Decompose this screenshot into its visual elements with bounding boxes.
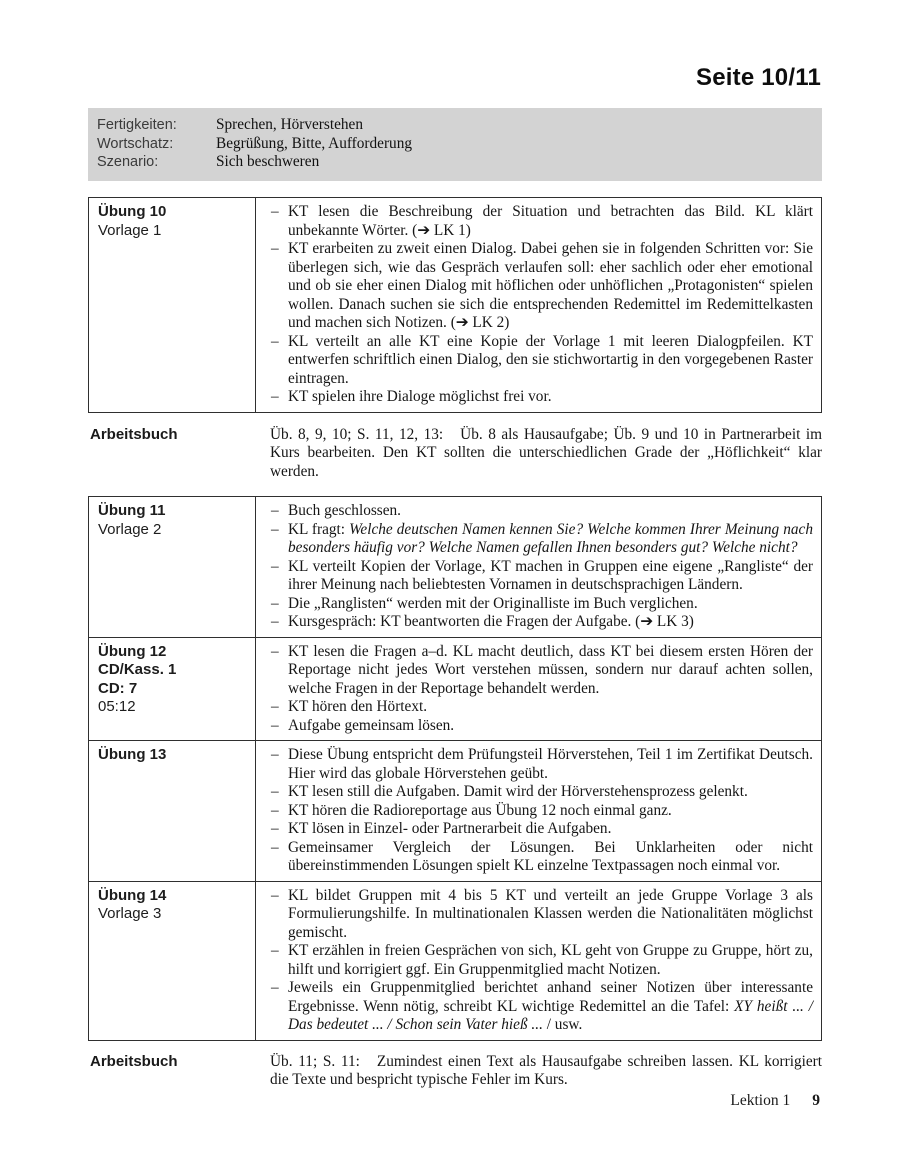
exercise-sublabel: Vorlage 3 bbox=[98, 905, 162, 922]
bullet-text-run: Aufgabe gemeinsam lösen. bbox=[288, 716, 455, 734]
bullet-text-run: KL verteilt an alle KT eine Kopie der Vorlage 1 mit leeren Dialogpfeilen. KT entwerfen schriftlich einen Dialog, den sie stichwortartig in den vorgegebenen Raster eintragen. bbox=[288, 332, 813, 387]
exercise-content-cell bbox=[256, 198, 821, 412]
bullet-item bbox=[271, 595, 813, 614]
bullet-text-run: KT spielen ihre Dialoge möglichst frei vor. bbox=[288, 388, 552, 405]
bullet-item bbox=[271, 839, 813, 876]
bullet-text-run: Buch geschlossen. bbox=[288, 502, 402, 519]
bullet-item bbox=[271, 333, 813, 389]
exercise-label-cell bbox=[89, 198, 256, 412]
bullet-dash-icon: – bbox=[271, 716, 279, 734]
bullet-item bbox=[271, 203, 813, 240]
bullet-item bbox=[271, 558, 813, 595]
bullet-dash-icon: – bbox=[271, 838, 279, 856]
exercise-row bbox=[89, 637, 821, 741]
bullet-text-run: Welche deutschen Namen kennen Sie? Welche kommen Ihrer Meinung nach besonders häufig vor? Welche Namen gefallen Ihnen besonders gut? Welche nicht? bbox=[288, 520, 813, 556]
bullet-item bbox=[271, 942, 813, 979]
bullet-text-run: KT hören den Hörtext. bbox=[288, 698, 428, 715]
exercise-title: Übung 13 bbox=[98, 746, 167, 763]
bullet-text-run: KT lesen die Beschreibung der Situation und betrachten das Bild. KL klärt unbekannte Wörter. (➔ LK 1) bbox=[288, 203, 813, 239]
bullet-dash-icon: – bbox=[271, 520, 279, 538]
arbeitsbuch-label: Arbeitsbuch bbox=[90, 1052, 178, 1070]
bullet-item bbox=[271, 388, 813, 407]
exercise-sublabel: Vorlage 2 bbox=[98, 520, 162, 538]
bullet-text-run: KT lesen still die Aufgaben. Damit wird der Hörverstehensprozess gelenkt. bbox=[288, 783, 748, 800]
bullet-text-run: XY heißt ... / Das bedeutet ... / Schon sein Vater hieß ... bbox=[288, 997, 813, 1033]
bullet-item bbox=[271, 521, 813, 558]
bullet-dash-icon: – bbox=[271, 613, 279, 630]
bullet-text-run: KL verteilt Kopien der Vorlage, KT machen in Gruppen eine eigene „Rangliste“ der ihrer Meinung nach beliebtesten Vornamen in deutschsprachigen Ländern. bbox=[288, 557, 813, 593]
exercise-title: CD/Kass. 1 bbox=[98, 661, 177, 678]
bullet-dash-icon: – bbox=[271, 240, 279, 257]
bullet-dash-icon: – bbox=[271, 557, 279, 575]
bullet-item bbox=[271, 613, 813, 632]
bullet-dash-icon: – bbox=[271, 332, 279, 350]
info-row bbox=[97, 153, 812, 172]
lesson-content bbox=[88, 197, 822, 1090]
skills-info-box bbox=[88, 108, 822, 181]
bullet-text-run: KT lesen die Fragen a–d. KL macht deutlich, dass KT bei diesem ersten Hören der Reportage nicht jedes Wort verstehen müssen, sondern nur darauf achten sollen, welche Fragen in der Reportage behandelt werden. bbox=[288, 642, 813, 697]
arbeitsbuch-section bbox=[88, 1053, 822, 1090]
exercise-row bbox=[89, 740, 821, 881]
exercise-row bbox=[89, 497, 821, 637]
exercise-title: CD: 7 bbox=[98, 679, 138, 697]
exercise-content-cell bbox=[256, 497, 821, 637]
info-row bbox=[97, 135, 812, 154]
bullet-item bbox=[271, 643, 813, 699]
bullet-text-run: KL bildet Gruppen mit 4 bis 5 KT und verteilt an jede Gruppe Vorlage 3 als Formulierungshilfe. In multinationalen Klassen werden die Nationalitäten möglichst gemischt. bbox=[288, 886, 813, 941]
page-title: Seite 10/11 bbox=[696, 64, 821, 91]
bullet-dash-icon: – bbox=[271, 942, 279, 959]
bullet-text-run: KT erarbeiten zu zweit einen Dialog. Dabei gehen sie in folgenden Schritten vor: Sie überlegen sich, wie das Gespräch verlaufen soll: eher sachlich oder eher emotional und ob sie eher einen Dialog mit höflichen oder unhöflichen „Protagonisten“ spielen wollen. Danach suchen sie sich die entsprechenden Redemittel im Redemittelkasten und machen sich Notizen. (➔ LK 2) bbox=[288, 240, 813, 331]
exercise-label-cell bbox=[89, 638, 256, 741]
exercise-label-cell bbox=[89, 741, 256, 881]
info-row-label: Fertigkeiten: bbox=[97, 117, 177, 133]
arbeitsbuch-label: Arbeitsbuch bbox=[90, 425, 178, 443]
exercise-title: Übung 10 bbox=[98, 203, 167, 220]
bullet-dash-icon: – bbox=[271, 820, 279, 837]
bullet-item bbox=[271, 240, 813, 333]
bullet-item bbox=[271, 802, 813, 821]
footer-lesson-label: Lektion 1 bbox=[730, 1092, 791, 1109]
bullet-text-run: Jeweils ein Gruppenmitglied berichtet anhand seiner Notizen über interessante Ergebnisse. Wenn nötig, schreibt KL wichtige Redemittel an die Tafel: bbox=[288, 979, 813, 1015]
footer-page-number: 9 bbox=[812, 1092, 820, 1109]
bullet-dash-icon: – bbox=[271, 594, 279, 612]
bullet-dash-icon: – bbox=[271, 886, 279, 904]
exercise-content-cell bbox=[256, 638, 821, 741]
bullet-text-run: Diese Übung entspricht dem Prüfungsteil Hörverstehen, Teil 1 im Zertifikat Deutsch. Hier wird das globale Hörverstehen geübt. bbox=[288, 746, 813, 782]
bullet-item bbox=[271, 887, 813, 943]
arbeitsbuch-section bbox=[88, 426, 822, 482]
exercise-title: Übung 12 bbox=[98, 642, 167, 660]
info-row-label: Szenario: bbox=[97, 154, 159, 170]
bullet-dash-icon: – bbox=[271, 801, 279, 819]
page-footer bbox=[730, 1092, 820, 1110]
bullet-item bbox=[271, 979, 813, 1035]
bullet-dash-icon: – bbox=[271, 698, 279, 715]
arbeitsbuch-instructions: Zumindest einen Text als Hausaufgabe schreiben lassen. KL korrigiert die Texte und bespricht typische Fehler im Kurs. bbox=[270, 1052, 822, 1088]
bullet-item bbox=[271, 746, 813, 783]
exercise-row bbox=[89, 881, 821, 1040]
bullet-text-run: KL fragt: bbox=[288, 520, 350, 538]
arbeitsbuch-text bbox=[270, 1053, 822, 1090]
bullet-item bbox=[271, 820, 813, 839]
exercise-sublabel: 05:12 bbox=[98, 698, 136, 715]
info-row-value: Begrüßung, Bitte, Aufforderung bbox=[216, 134, 412, 152]
exercise-title: Übung 11 bbox=[98, 502, 166, 519]
exercise-table bbox=[88, 197, 822, 413]
bullet-text-run: KT lösen in Einzel- oder Partnerarbeit die Aufgaben. bbox=[288, 820, 612, 837]
bullet-dash-icon: – bbox=[271, 783, 279, 800]
arbeitsbuch-instructions: Üb. 8 als Hausaufgabe; Üb. 9 und 10 in Partnerarbeit im Kurs bearbeiten. Den KT sollten die unterschiedlichen Grade der „Höflichkeit“ klar werden. bbox=[270, 425, 822, 480]
bullet-dash-icon: – bbox=[271, 746, 279, 763]
exercise-table bbox=[88, 496, 822, 1041]
bullet-item bbox=[271, 717, 813, 736]
exercise-content-cell bbox=[256, 882, 821, 1040]
exercise-row bbox=[89, 198, 821, 412]
exercise-title: Übung 14 bbox=[98, 886, 167, 904]
info-row bbox=[97, 116, 812, 135]
info-row-label: Wortschatz: bbox=[97, 135, 174, 152]
arbeitsbuch-reference: Üb. 11; S. 11: bbox=[270, 1052, 360, 1070]
bullet-text-run: Die „Ranglisten“ werden mit der Originalliste im Buch verglichen. bbox=[288, 594, 698, 612]
bullet-text-run: KT erzählen in freien Gesprächen von sich, KL geht von Gruppe zu Gruppe, hört zu, hilft und korrigiert ggf. Ein Gruppenmitglied macht Notizen. bbox=[288, 942, 813, 978]
bullet-dash-icon: – bbox=[271, 388, 279, 405]
bullet-item bbox=[271, 783, 813, 802]
bullet-dash-icon: – bbox=[271, 203, 279, 220]
bullet-item bbox=[271, 502, 813, 521]
arbeitsbuch-text bbox=[270, 426, 822, 482]
exercise-content-cell bbox=[256, 741, 821, 881]
bullet-text-run: KT hören die Radioreportage aus Übung 12 noch einmal ganz. bbox=[288, 801, 672, 819]
exercise-label-cell bbox=[89, 497, 256, 637]
bullet-text-run: Gemeinsamer Vergleich der Lösungen. Bei Unklarheiten oder nicht übereinstimmenden Lösungen spielt KL einzelne Textpassagen noch einmal vor. bbox=[288, 838, 813, 874]
bullet-text-run: Kursgespräch: KT beantworten die Fragen der Aufgabe. (➔ LK 3) bbox=[288, 613, 694, 630]
bullet-text-run: / usw. bbox=[542, 1016, 583, 1033]
bullet-dash-icon: – bbox=[271, 979, 279, 996]
exercise-label-cell bbox=[89, 882, 256, 1040]
exercise-sublabel: Vorlage 1 bbox=[98, 221, 162, 239]
bullet-item bbox=[271, 698, 813, 717]
bullet-dash-icon: – bbox=[271, 502, 279, 519]
arbeitsbuch-reference: Üb. 8, 9, 10; S. 11, 12, 13: bbox=[270, 425, 444, 443]
bullet-dash-icon: – bbox=[271, 642, 279, 660]
info-row-value: Sprechen, Hörverstehen bbox=[216, 116, 363, 133]
info-row-value: Sich beschweren bbox=[216, 153, 320, 170]
